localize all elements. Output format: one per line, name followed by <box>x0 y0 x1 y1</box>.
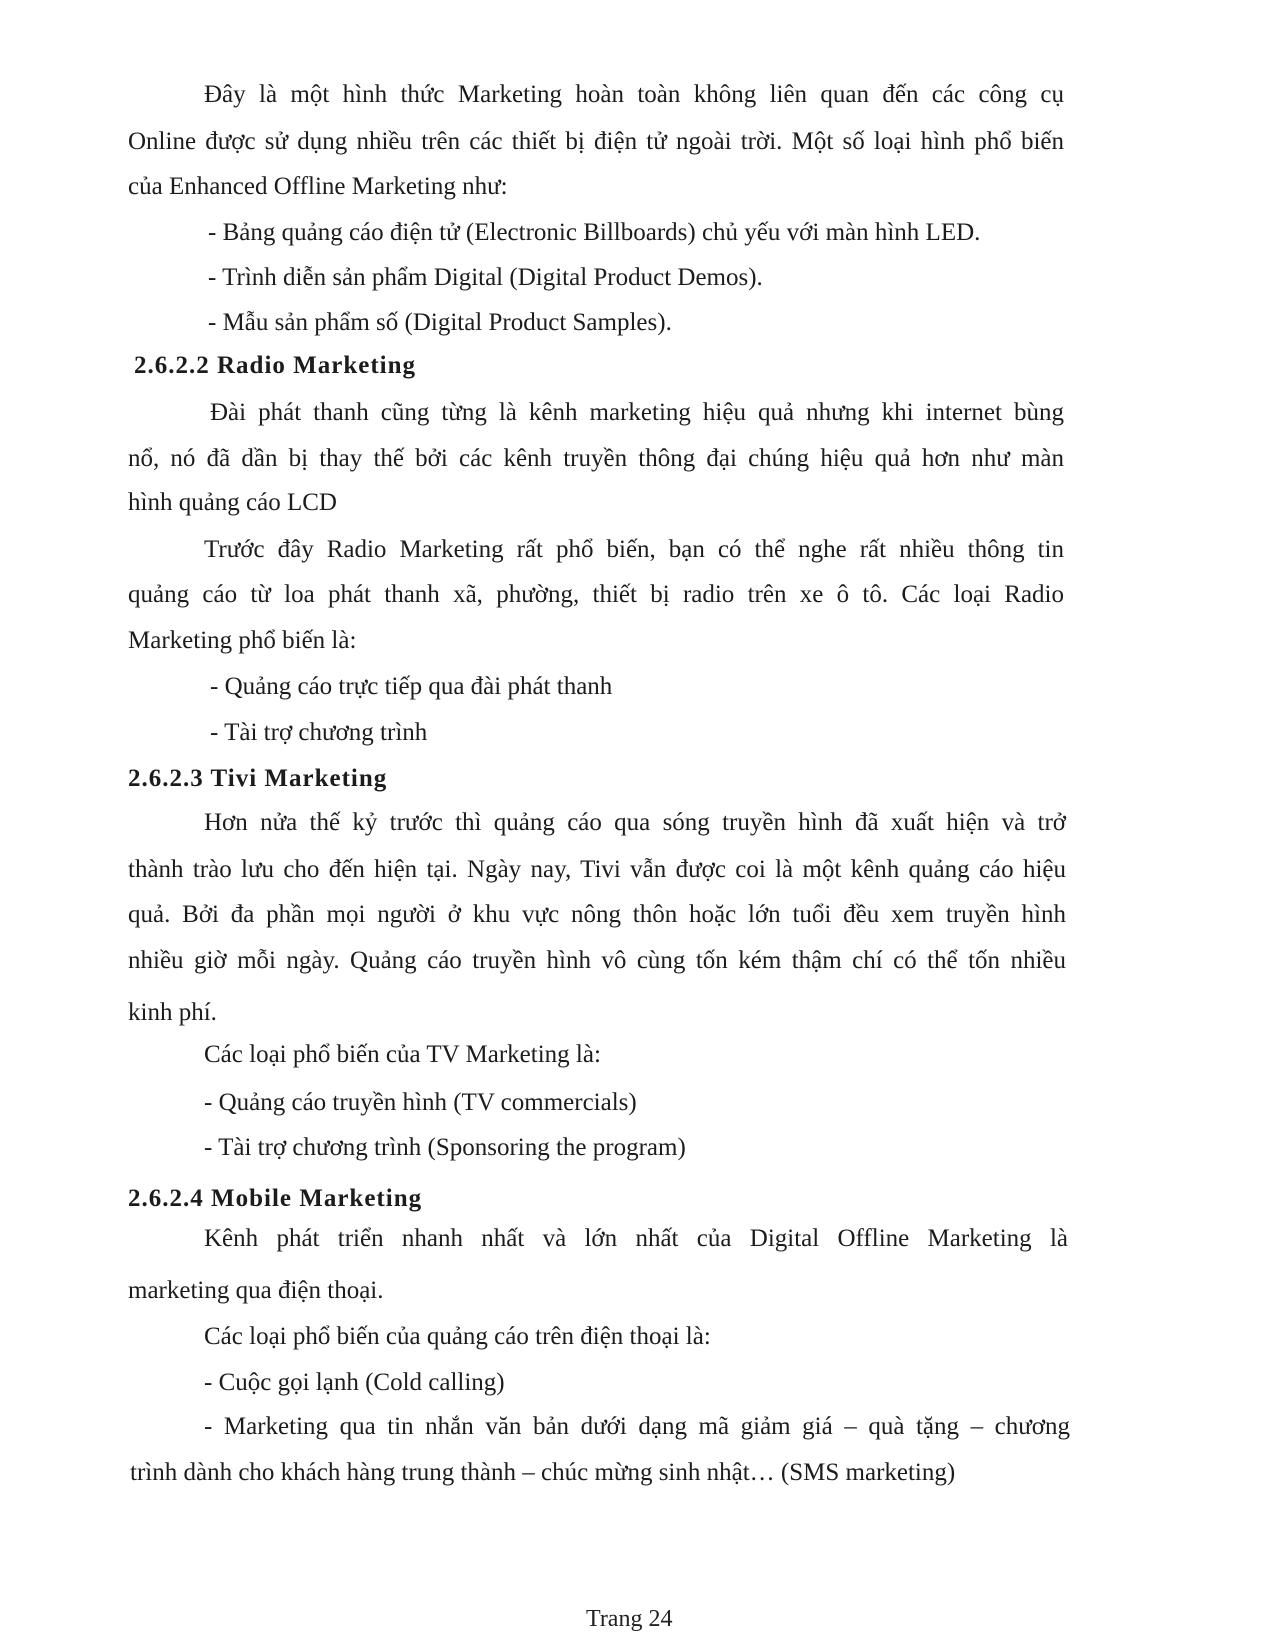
intro-line-1: Đây là một hình thức Marketing hoàn toàn không liên quan đến các công cụ <box>204 81 1064 108</box>
tivi-p2: Các loại phổ biến của TV Marketing là: <box>204 1041 601 1068</box>
mobile-bullet-2-line-1: - Marketing qua tin nhắn văn bản dưới dạng mã giảm giá – quà tặng – chương <box>204 1413 1070 1440</box>
radio-p1-line-3: hình quảng cáo LCD <box>128 489 337 516</box>
radio-bullet-2: - Tài trợ chương trình <box>210 719 428 746</box>
section-heading-mobile: 2.6.2.4 Mobile Marketing <box>128 1185 423 1212</box>
tivi-p1-line-1: Hơn nửa thế kỷ trước thì quảng cáo qua sóng truyền hình đã xuất hiện và trở <box>204 809 1066 836</box>
radio-p1-line-1: Đài phát thanh cũng từng là kênh marketing hiệu quả nhưng khi internet bùng <box>210 399 1064 426</box>
mobile-p1-line-1: Kênh phát triển nhanh nhất và lớn nhất của Digital Offline Marketing là <box>204 1225 1068 1252</box>
radio-p2-line-2: quảng cáo từ loa phát thanh xã, phường, thiết bị radio trên xe ô tô. Các loại Radio <box>128 581 1064 608</box>
intro-line-2: Online được sử dụng nhiều trên các thiết bị điện tử ngoài trời. Một số loại hình phổ biến <box>128 128 1064 155</box>
intro-bullet-3: - Mẫu sản phẩm số (Digital Product Samples). <box>208 309 672 336</box>
tivi-p1-line-2: thành trào lưu cho đến hiện tại. Ngày nay, Tivi vẫn được coi là một kênh quảng cáo hiệu <box>128 856 1066 883</box>
tivi-bullet-1: - Quảng cáo truyền hình (TV commercials) <box>204 1089 637 1116</box>
tivi-p1-line-5: kinh phí. <box>128 999 217 1026</box>
mobile-p1-line-2: marketing qua điện thoại. <box>128 1277 384 1304</box>
radio-bullet-1: - Quảng cáo trực tiếp qua đài phát thanh <box>210 673 613 700</box>
page-number: Trang 24 <box>586 1606 673 1632</box>
section-heading-radio: 2.6.2.2 Radio Marketing <box>134 352 417 379</box>
mobile-bullet-2-line-2: trình dành cho khách hàng trung thành – chúc mừng sinh nhật… (SMS marketing) <box>130 1459 956 1486</box>
radio-p1-line-2: nổ, nó đã dần bị thay thế bởi các kênh truyền thông đại chúng hiệu quả hơn như màn <box>128 445 1064 472</box>
mobile-p2: Các loại phổ biến của quảng cáo trên điện thoại là: <box>204 1323 711 1350</box>
mobile-bullet-1: - Cuộc gọi lạnh (Cold calling) <box>204 1369 505 1396</box>
tivi-bullet-2: - Tài trợ chương trình (Sponsoring the program) <box>204 1134 686 1161</box>
radio-p2-line-3: Marketing phổ biến là: <box>128 627 357 654</box>
intro-bullet-1: - Bảng quảng cáo điện tử (Electronic Billboards) chủ yếu với màn hình LED. <box>208 219 981 246</box>
radio-p2-line-1: Trước đây Radio Marketing rất phổ biến, bạn có thể nghe rất nhiều thông tin <box>204 536 1064 563</box>
section-heading-tivi: 2.6.2.3 Tivi Marketing <box>128 765 388 792</box>
intro-line-3: của Enhanced Offline Marketing như: <box>128 173 508 200</box>
tivi-p1-line-3: quả. Bởi đa phần mọi người ở khu vực nông thôn hoặc lớn tuổi đều xem truyền hình <box>128 901 1066 928</box>
tivi-p1-line-4: nhiều giờ mỗi ngày. Quảng cáo truyền hình vô cùng tốn kém thậm chí có thể tốn nhiều <box>128 947 1066 974</box>
intro-bullet-2: - Trình diễn sản phẩm Digital (Digital Product Demos). <box>208 264 763 291</box>
